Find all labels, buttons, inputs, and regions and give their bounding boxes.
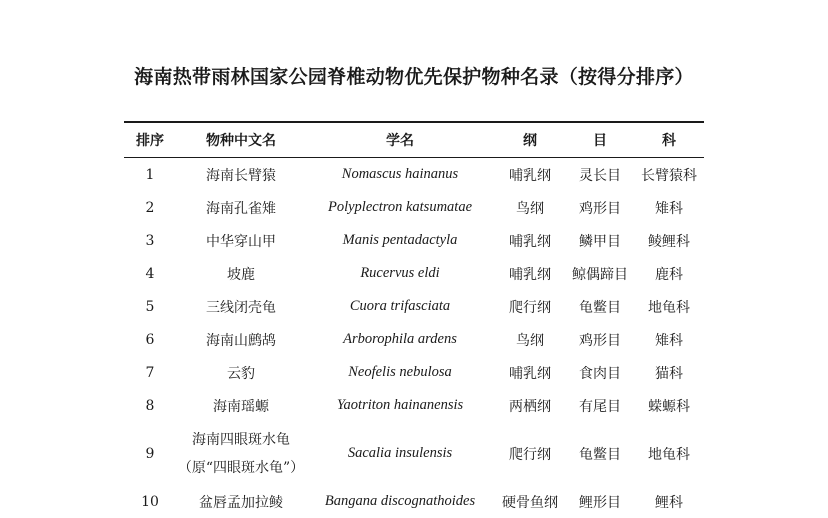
cell-family: 雉科 [655, 200, 683, 217]
header-class: 纲 [523, 133, 537, 149]
cell-family: 鹿科 [655, 266, 683, 283]
cell-class: 硬骨鱼纲 [502, 494, 558, 511]
cell-order: 龟鳖目 [579, 446, 621, 463]
table-row [124, 485, 704, 518]
cell-chinese-name: 海南瑶螈 [213, 398, 269, 415]
table-row [124, 158, 704, 192]
header-scientific-name: 学名 [386, 133, 414, 149]
cell-class: 爬行纲 [509, 299, 551, 316]
cell-scientific-name: Rucervus eldi [360, 265, 440, 281]
chinese-name-note: （原“四眼斑水龟”） [177, 459, 305, 476]
cell-rank: 6 [145, 331, 155, 348]
cell-rank: 8 [145, 397, 155, 414]
cell-rank: 3 [145, 232, 155, 249]
cell-class: 两栖纲 [509, 398, 551, 415]
header-chinese-name: 物种中文名 [206, 133, 276, 149]
document-title: 海南热带雨林国家公园脊椎动物优先保护物种名录（按得分排序） [134, 66, 694, 88]
cell-class: 鸟纲 [516, 332, 544, 349]
table-row [124, 290, 704, 323]
cell-class: 鸟纲 [516, 200, 544, 217]
cell-chinese-name: 坡鹿 [227, 266, 255, 283]
cell-class: 哺乳纲 [509, 233, 551, 250]
cell-chinese-name: 三线闭壳龟 [206, 299, 276, 316]
cell-chinese-name: 海南山鹧鸪 [206, 332, 276, 349]
table-row [124, 389, 704, 422]
cell-rank: 2 [145, 199, 155, 216]
table-row [124, 191, 704, 224]
table-row [124, 224, 704, 257]
cell-rank: 7 [145, 364, 155, 381]
cell-scientific-name: Yaotriton hainanensis [336, 397, 464, 413]
cell-rank: 10 [141, 493, 159, 510]
cell-scientific-name: Polyplectron katsumatae [327, 199, 473, 215]
cell-order: 龟鳖目 [579, 299, 621, 316]
cell-order: 鳞甲目 [579, 233, 621, 250]
header-family: 科 [662, 133, 676, 149]
cell-order: 有尾目 [579, 398, 621, 415]
table-row [124, 422, 704, 485]
header-order: 目 [593, 133, 607, 149]
cell-family: 地龟科 [648, 299, 690, 316]
cell-chinese-name: 中华穿山甲 [206, 233, 276, 250]
cell-family: 鲤科 [655, 494, 683, 511]
table-row [124, 356, 704, 389]
cell-family: 猫科 [655, 365, 683, 382]
cell-family: 地龟科 [648, 446, 690, 463]
cell-order: 鲸偶蹄目 [572, 266, 628, 283]
cell-rank: 1 [145, 166, 155, 183]
cell-scientific-name: Nomascus hainanus [341, 166, 459, 182]
cell-chinese-name: 云豹 [227, 365, 255, 382]
cell-chinese-name: 海南孔雀雉 [206, 200, 276, 217]
cell-scientific-name: Bangana discognathoides [324, 493, 476, 509]
table-row [124, 323, 704, 356]
cell-family: 长臂猿科 [641, 167, 697, 184]
cell-chinese-name [176, 422, 306, 485]
cell-scientific-name: Arborophila ardens [343, 331, 457, 347]
cell-scientific-name: Sacalia insulensis [347, 445, 453, 461]
cell-order: 灵长目 [579, 167, 621, 184]
cell-order: 鲤形目 [579, 494, 621, 511]
cell-rank: 4 [145, 265, 155, 282]
cell-class: 爬行纲 [509, 446, 551, 463]
cell-order: 食肉目 [579, 365, 621, 382]
cell-family: 雉科 [655, 332, 683, 349]
species-table [124, 121, 704, 518]
cell-class: 哺乳纲 [509, 365, 551, 382]
cell-family: 鲮鲤科 [648, 233, 690, 250]
table-row [124, 257, 704, 290]
chinese-name-line: 海南四眼斑水龟 [192, 431, 290, 448]
cell-rank: 9 [145, 445, 155, 462]
cell-scientific-name: Manis pentadactyla [342, 232, 458, 248]
cell-order: 鸡形目 [579, 332, 621, 349]
cell-scientific-name: Cuora trifasciata [349, 298, 451, 314]
cell-chinese-name: 盆唇孟加拉鲮 [199, 494, 283, 511]
header-rank: 排序 [136, 133, 164, 149]
cell-rank: 5 [145, 298, 155, 315]
cell-order: 鸡形目 [579, 200, 621, 217]
cell-class: 哺乳纲 [509, 167, 551, 184]
cell-scientific-name: Neofelis nebulosa [348, 364, 452, 380]
table-header-row [124, 122, 704, 158]
cell-chinese-name: 海南长臂猿 [206, 167, 276, 184]
cell-class: 哺乳纲 [509, 266, 551, 283]
cell-family: 蝾螈科 [648, 398, 690, 415]
